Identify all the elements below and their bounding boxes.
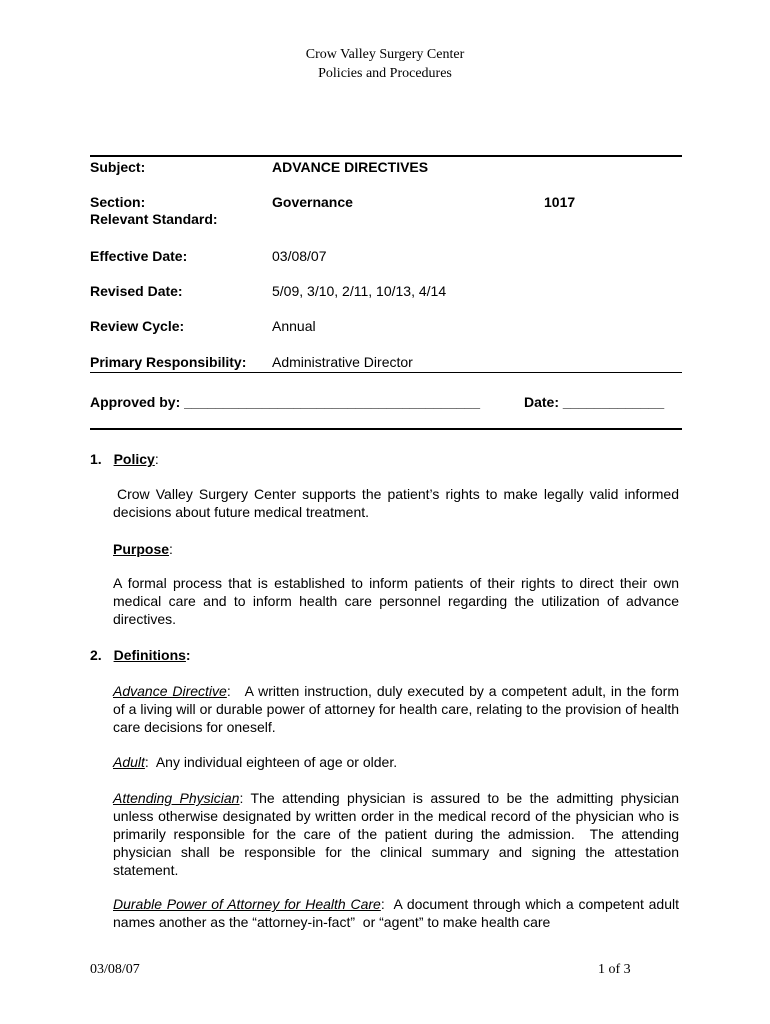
section-2-number: 2. (90, 647, 102, 663)
section-1-number: 1. (90, 451, 102, 467)
org-name: Crow Valley Surgery Center (305, 47, 465, 62)
definitions-heading-colon: : (185, 647, 191, 663)
effective-date-value: 03/08/07 (272, 248, 327, 264)
term-advance-directive: Advance Directive (113, 683, 227, 699)
approval-date-line: Date: _____________ (524, 394, 665, 410)
definition-adult (113, 753, 679, 771)
policy-heading: Policy (113, 451, 155, 467)
purpose-text: A formal process that is established to inform patients of their rights to direct their own medical care and to inform health care personnel regarding the utilization of advance directives. (113, 575, 679, 627)
definition-durable-power-of-attorney (113, 895, 683, 931)
subject-value: ADVANCE DIRECTIVES (272, 159, 429, 175)
subject-label: Subject: (90, 159, 146, 175)
effective-date-label: Effective Date: (90, 248, 188, 264)
definition-advance-directive (113, 682, 683, 736)
definition-advance-directive-text: : A written instruction, duly executed by a competent adult, in the form of a living will or durable power of attorney for health care, relating to the provision of health care decisions for oneself. (113, 683, 683, 735)
review-cycle-label: Review Cycle: (90, 318, 185, 334)
term-durable-power-of-attorney: Durable Power of Attorney for Health Care (113, 896, 381, 912)
term-attending-physician: Attending Physician (113, 790, 240, 806)
definition-attending-physician (113, 789, 683, 879)
section-1-heading (90, 451, 159, 468)
policy-text: Crow Valley Surgery Center supports the patient’s rights to make legally valid informed decisions about future medical treatment. (113, 486, 679, 520)
doc-subtitle: Policies and Procedures (318, 66, 452, 81)
review-cycle-value: Annual (272, 318, 316, 334)
footer-page-number: 1 of 3 (598, 962, 631, 977)
primary-responsibility-value: Administrative Director (272, 354, 413, 370)
approved-by-line: Approved by: ______________________________________ (90, 394, 480, 410)
section-label: Section: (90, 194, 146, 210)
definition-attending-physician-text: : The attending physician is assured to be the admitting physician unless otherwise designated by written order in the medical record of the physician who is primarily responsible for the care of the patient during the admission. The attending physician shall be responsible for the clinical summary and signing the attestation statement. (113, 790, 683, 878)
purpose-colon: : (169, 541, 173, 557)
section-value: Governance (272, 194, 353, 210)
definitions-heading: Definitions (113, 647, 186, 663)
relevant-standard-label: Relevant Standard: (90, 211, 218, 227)
primary-responsibility-label: Primary Responsibility: (90, 354, 247, 370)
section-2-heading (90, 647, 191, 664)
revised-date-label: Revised Date: (90, 283, 183, 299)
policy-heading-colon: : (154, 451, 159, 467)
footer-date: 03/08/07 (90, 962, 140, 977)
purpose-title: Purpose (113, 541, 170, 557)
meta-rule (90, 372, 682, 373)
purpose-heading (113, 541, 173, 558)
revised-date-value: 5/09, 3/10, 2/11, 10/13, 4/14 (272, 283, 447, 299)
top-rule (90, 155, 682, 157)
definition-durable-power-of-attorney-text: : A document through which a competent adult names another as the “attorney-in-fact” or “agent” to make health care (113, 896, 683, 930)
term-adult: Adult (113, 754, 145, 770)
meta-bottom-rule (90, 428, 682, 430)
definition-adult-text: : Any individual eighteen of age or older. (144, 754, 398, 770)
policy-number: 1017 (544, 194, 576, 210)
